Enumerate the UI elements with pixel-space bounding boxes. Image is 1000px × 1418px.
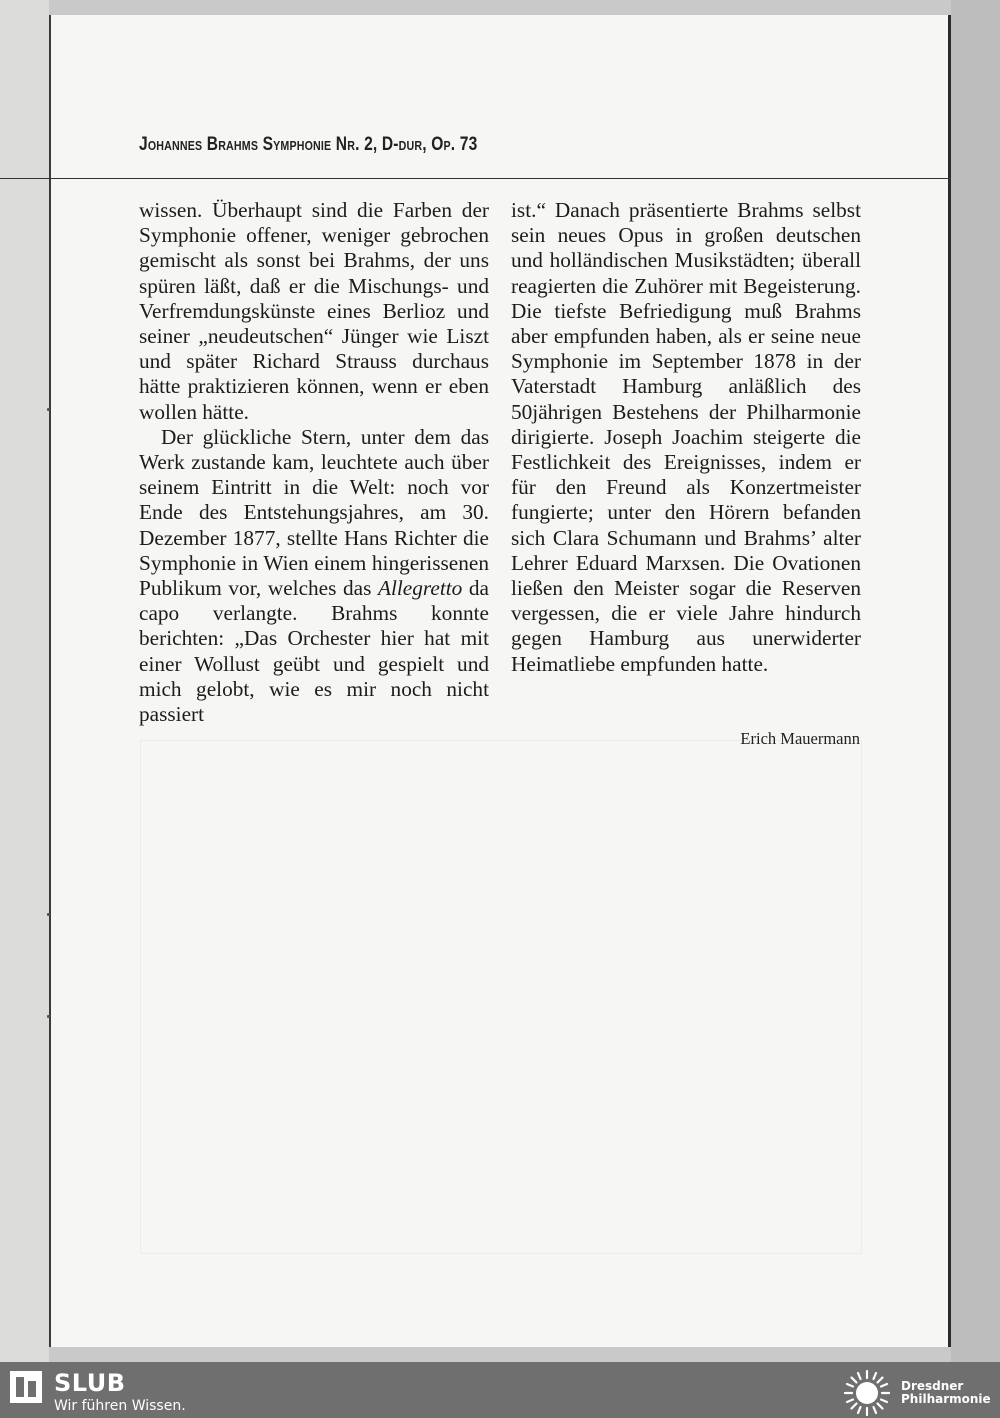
scan-mark [47,1015,50,1018]
scan-mark [47,408,50,411]
partner-line-1: Dresdner [901,1379,964,1393]
author-signature: Erich Mauermann [740,729,860,748]
scan-right-margin [951,0,1000,1362]
slub-name: SLUB [54,1369,126,1397]
right-text-column [511,198,861,677]
dresdner-philharmonie-name [901,1380,991,1406]
partner-line-2: Philharmonie [901,1392,991,1406]
running-header: Johannes Brahms Symphonie Nr. 2, D-dur, Op. 73 [139,134,478,155]
show-through-box [140,740,862,1254]
paragraph-2-part-b: da capo verlangte. Brahms konnte berichten: „Das Orchester hier hat mit einer Wollust geübt und gespielt und mich gelobt, wie es mir noch nicht passiert [139,576,489,727]
scan-mark [47,913,50,916]
italic-term: Allegretto [377,576,463,601]
paragraph-2-part-a: Der glückliche Stern, unter dem das Werk zustande kam, leuchtete auch über seinem Eintritt in die Welt: noch vor Ende des Entstehungsjahres, am 30. Dezember 1877, stellte Hans Richter die Symphonie in Wien einem hingerissenen Publikum vor, welches das [139,424,489,601]
header-rule [0,178,951,179]
paragraph-2 [139,425,489,727]
slub-tagline: Wir führen Wissen. [54,1398,186,1414]
previous-page-edge [0,0,49,1362]
dresdner-philharmonie-logo-icon [842,1368,892,1418]
left-text-column [139,198,489,727]
paragraph-1: wissen. Überhaupt sind die Farben der Symphonie offener, weniger gebrochen gemischt als sonst bei Brahms, der uns spüren läßt, daß er die Mischungs- und Verfremdungskünste eines Berlioz und seiner „neudeutschen“ Jünger wie Liszt und später Richard Strauss durchaus hätte praktizieren können, wenn er eben wollen hätte. [139,198,489,424]
slub-logo-icon [10,1371,42,1403]
paragraph-3: ist.“ Danach präsentierte Brahms selbst sein neues Opus in großen deutschen und holländischen Musikstädten; überall reagierten die Zuhörer mit Begeisterung. Die tiefste Befriedigung muß Brahms aber empfunden haben, als er seine neue Symphonie im September 1878 in der Vaterstadt Hamburg anläßlich des 50jährigen Bestehens der Philharmonie dirigierte. Joseph Joachim steigerte die Festlichkeit des Ereignisses, indem er für den Freund als Konzertmeister fungierte; unter den Hörern befanden sich Clara Schumann und Brahms’ alter Lehrer Eduard Marxsen. Die Ovationen ließen den Meister sogar die Reserven vergessen, die er viele Jahre hindurch gegen Hamburg aus unerwiderter Heimatliebe empfunden hatte. [511,198,861,676]
